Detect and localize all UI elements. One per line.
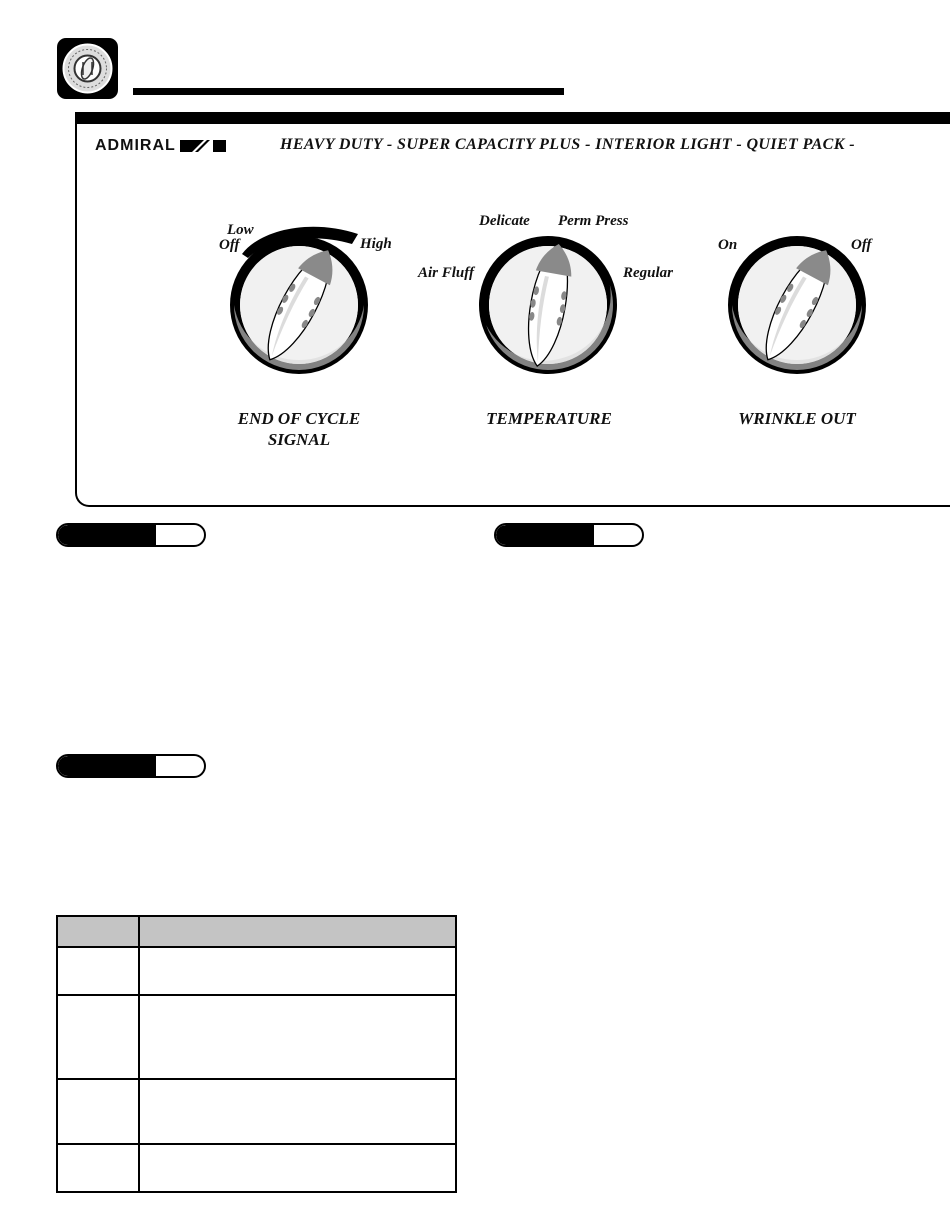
- section-tab: [56, 754, 206, 778]
- table-cell: [57, 1079, 139, 1144]
- dryer-dial-icon: [57, 38, 118, 99]
- header-rule: [133, 88, 564, 95]
- section-tab-fill: [58, 525, 156, 545]
- wrinkle-out-knob[interactable]: [727, 235, 867, 375]
- table-row: [57, 1079, 456, 1144]
- table-row: [57, 995, 456, 1079]
- knob-title-wrinkle-out: [697, 408, 897, 429]
- label-perm-press: Perm Press: [558, 213, 629, 229]
- knob-title-line: WRINKLE OUT: [738, 409, 856, 428]
- table-cell: [139, 1144, 456, 1192]
- knob-title-line: TEMPERATURE: [486, 409, 612, 428]
- label-on: On: [718, 237, 738, 253]
- table-cell: [139, 1079, 456, 1144]
- feature-line: HEAVY DUTY - SUPER CAPACITY PLUS - INTERIOR LIGHT - QUIET PACK -: [280, 136, 855, 153]
- brand-name: ADMIRAL: [95, 137, 176, 154]
- table-cell: [57, 995, 139, 1079]
- table-cell: [57, 1144, 139, 1192]
- label-regular: Regular: [623, 265, 674, 281]
- section-tab-fill: [496, 525, 594, 545]
- knob-title-line: SIGNAL: [267, 430, 331, 449]
- table-cell: [139, 995, 456, 1079]
- knob-title-line: END OF CYCLE: [237, 409, 361, 428]
- table-header-row: [57, 916, 456, 947]
- table-header-cell: [57, 916, 139, 947]
- table-row: [57, 1144, 456, 1192]
- table-header-cell: [139, 916, 456, 947]
- knob-title-temperature: [449, 408, 649, 429]
- label-off: Off: [851, 237, 872, 253]
- section-tab-fill: [58, 756, 156, 776]
- section-tab: [56, 523, 206, 547]
- label-high: High: [360, 236, 392, 252]
- label-air-fluff: Air Fluff: [418, 265, 474, 281]
- temperature-knob[interactable]: [478, 235, 618, 375]
- volume-arc-icon: [240, 220, 362, 260]
- brand-logo: [95, 136, 226, 156]
- table-row: [57, 947, 456, 995]
- label-delicate: Delicate: [479, 213, 530, 229]
- control-panel-top-bar: [75, 112, 950, 124]
- table-cell: [57, 947, 139, 995]
- label-off: Off: [219, 237, 240, 253]
- section-tab: [494, 523, 644, 547]
- table-cell: [139, 947, 456, 995]
- knob-title-end-of-cycle-signal: [200, 408, 398, 450]
- label-low: Low: [227, 222, 254, 238]
- settings-table: [56, 915, 457, 1193]
- brand-mark-icon: [180, 139, 226, 153]
